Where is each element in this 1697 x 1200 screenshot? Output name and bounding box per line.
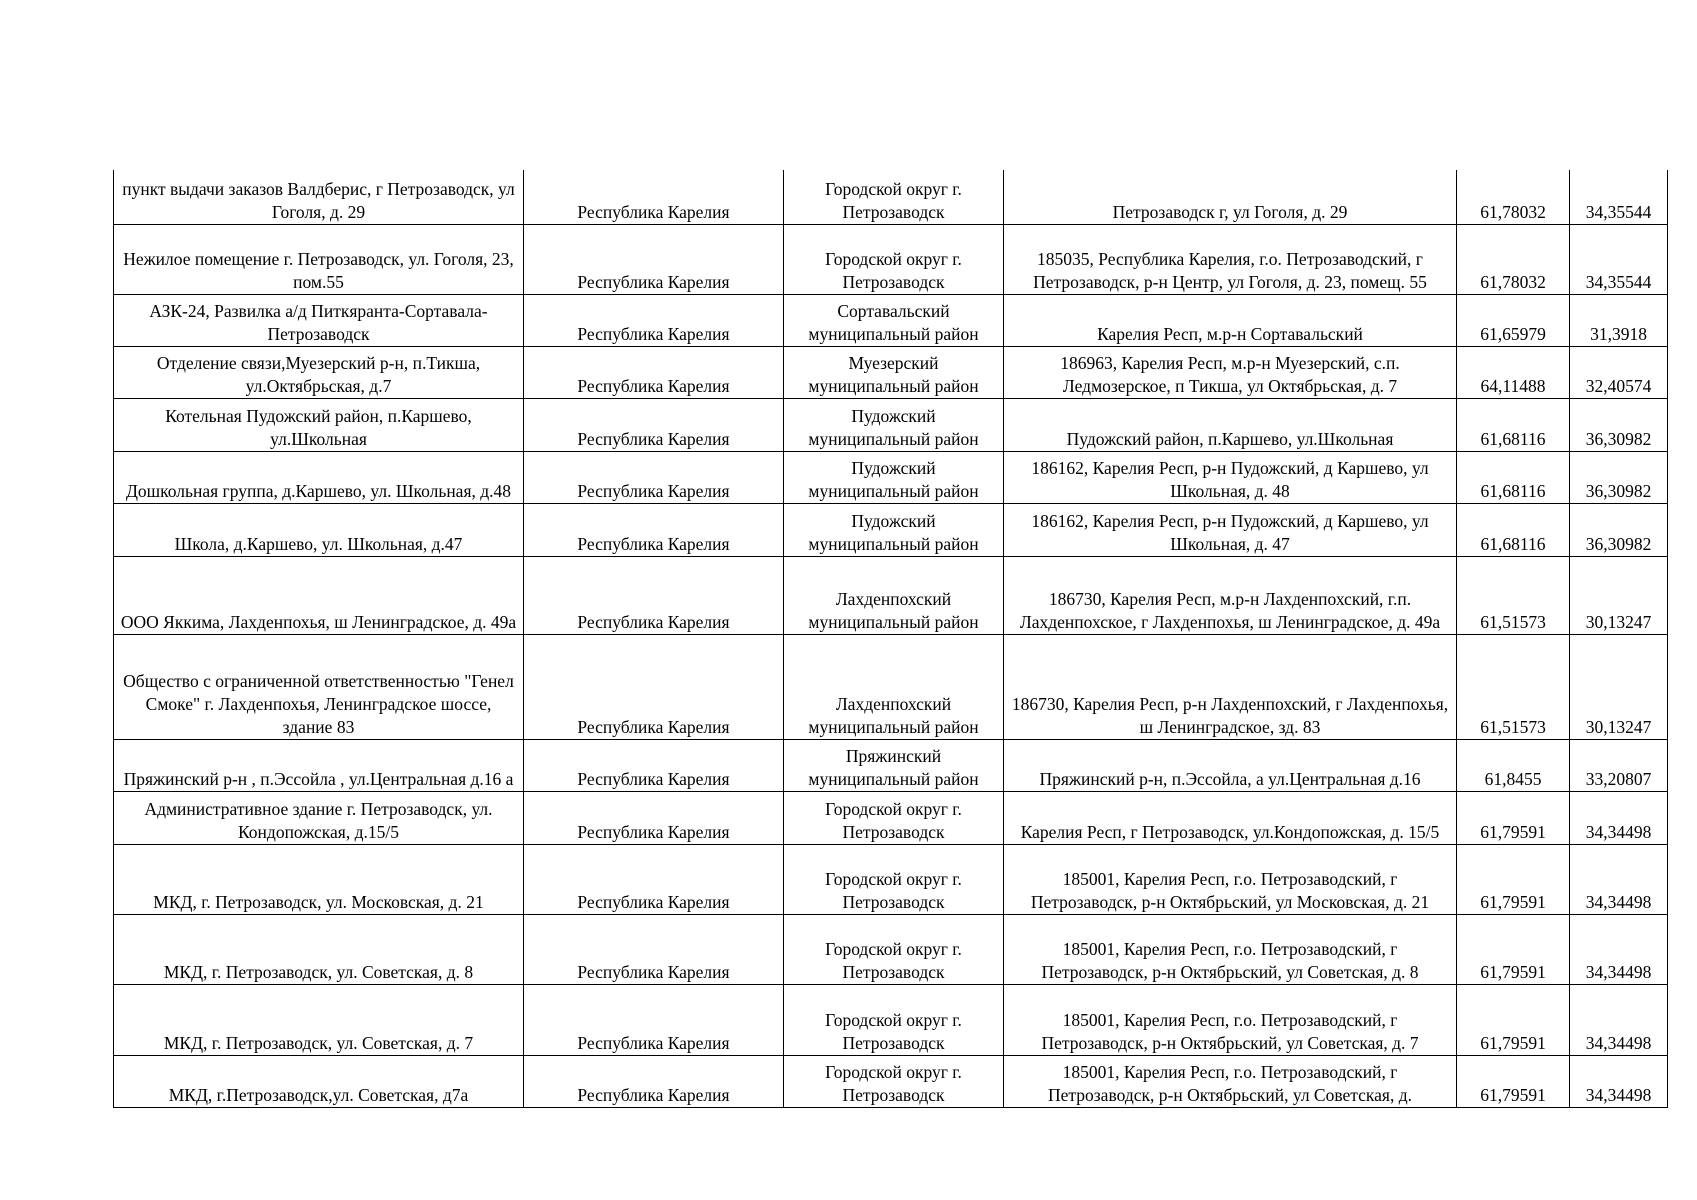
district-cell: Сортавальский муниципальный район: [784, 294, 1004, 346]
latitude-cell: 64,11488: [1457, 346, 1570, 398]
region-cell: Республика Карелия: [524, 451, 784, 503]
longitude-cell: 34,34498: [1570, 914, 1668, 984]
region-cell: Республика Карелия: [524, 844, 784, 914]
table-row: [114, 634, 1668, 739]
object-name-cell: Пряжинский р-н , п.Эссойла , ул.Центральная д.16 а: [114, 739, 524, 791]
longitude-cell: 34,34498: [1570, 1055, 1668, 1107]
object-name-cell: Дошкольная группа, д.Каршево, ул. Школьная, д.48: [114, 451, 524, 503]
latitude-cell: 61,79591: [1457, 1055, 1570, 1107]
address-cell: 185001, Карелия Респ, г.о. Петрозаводский, г Петрозаводск, р-н Октябрьский, ул Московская, д. 21: [1004, 844, 1457, 914]
district-cell: Лахденпохский муниципальный район: [784, 556, 1004, 634]
object-name-cell: Нежилое помещение г. Петрозаводск, ул. Гоголя, 23, пом.55: [114, 224, 524, 294]
longitude-cell: 30,13247: [1570, 634, 1668, 739]
longitude-cell: 34,34498: [1570, 791, 1668, 844]
region-cell: Республика Карелия: [524, 294, 784, 346]
object-name-cell: АЗК-24, Развилка а/д Питкяранта-Сортавала-Петрозаводск: [114, 294, 524, 346]
latitude-cell: 61,68116: [1457, 503, 1570, 556]
region-cell: Республика Карелия: [524, 346, 784, 398]
district-cell: Городской округ г. Петрозаводск: [784, 1055, 1004, 1107]
district-cell: Городской округ г. Петрозаводск: [784, 170, 1004, 224]
district-cell: Городской округ г. Петрозаводск: [784, 984, 1004, 1055]
object-name-cell: Общество с ограниченной ответственностью "Генел Смоке" г. Лахденпохья, Ленинградское шоссе, здание 83: [114, 634, 524, 739]
object-table-body: [114, 170, 1668, 1107]
longitude-cell: 31,3918: [1570, 294, 1668, 346]
table-row: [114, 398, 1668, 451]
object-name-cell: МКД, г.Петрозаводск,ул. Советская, д7а: [114, 1055, 524, 1107]
region-cell: Республика Карелия: [524, 984, 784, 1055]
table-row: [114, 503, 1668, 556]
region-cell: Республика Карелия: [524, 503, 784, 556]
latitude-cell: 61,51573: [1457, 634, 1570, 739]
address-cell: 186730, Карелия Респ, м.р-н Лахденпохский, г.п. Лахденпохское, г Лахденпохья, ш Ленинградское, д. 49а: [1004, 556, 1457, 634]
longitude-cell: 30,13247: [1570, 556, 1668, 634]
longitude-cell: 36,30982: [1570, 451, 1668, 503]
table-row: [114, 224, 1668, 294]
address-cell: 186162, Карелия Респ, р-н Пудожский, д Каршево, ул Школьная, д. 48: [1004, 451, 1457, 503]
longitude-cell: 33,20807: [1570, 739, 1668, 791]
latitude-cell: 61,78032: [1457, 224, 1570, 294]
district-cell: Городской округ г. Петрозаводск: [784, 914, 1004, 984]
district-cell: Муезерский муниципальный район: [784, 346, 1004, 398]
table-row: [114, 556, 1668, 634]
region-cell: Республика Карелия: [524, 914, 784, 984]
region-cell: Республика Карелия: [524, 556, 784, 634]
region-cell: Республика Карелия: [524, 1055, 784, 1107]
address-cell: 186730, Карелия Респ, р-н Лахденпохский, г Лахденпохья, ш Ленинградское, зд. 83: [1004, 634, 1457, 739]
address-cell: Карелия Респ, г Петрозаводск, ул.Кондопожская, д. 15/5: [1004, 791, 1457, 844]
object-name-cell: МКД, г. Петрозаводск, ул. Советская, д. 8: [114, 914, 524, 984]
object-name-cell: Административное здание г. Петрозаводск, ул. Кондопожская, д.15/5: [114, 791, 524, 844]
table-row: [114, 1055, 1668, 1107]
object-name-cell: ООО Яккима, Лахденпохья, ш Ленинградское, д. 49а: [114, 556, 524, 634]
address-cell: 185001, Карелия Респ, г.о. Петрозаводский, г Петрозаводск, р-н Октябрьский, ул Советская, д.: [1004, 1055, 1457, 1107]
latitude-cell: 61,8455: [1457, 739, 1570, 791]
address-cell: Пряжинский р-н, п.Эссойла, а ул.Центральная д.16: [1004, 739, 1457, 791]
address-cell: 185001, Карелия Респ, г.о. Петрозаводский, г Петрозаводск, р-н Октябрьский, ул Советская, д. 8: [1004, 914, 1457, 984]
district-cell: Пудожский муниципальный район: [784, 503, 1004, 556]
latitude-cell: 61,65979: [1457, 294, 1570, 346]
object-name-cell: МКД, г. Петрозаводск, ул. Советская, д. 7: [114, 984, 524, 1055]
address-cell: 186162, Карелия Респ, р-н Пудожский, д Каршево, ул Школьная, д. 47: [1004, 503, 1457, 556]
district-cell: Городской округ г. Петрозаводск: [784, 224, 1004, 294]
latitude-cell: 61,79591: [1457, 791, 1570, 844]
region-cell: Республика Карелия: [524, 634, 784, 739]
table-row: [114, 170, 1668, 224]
latitude-cell: 61,79591: [1457, 844, 1570, 914]
region-cell: Республика Карелия: [524, 739, 784, 791]
address-cell: Карелия Респ, м.р-н Сортавальский: [1004, 294, 1457, 346]
latitude-cell: 61,68116: [1457, 451, 1570, 503]
district-cell: Городской округ г. Петрозаводск: [784, 844, 1004, 914]
table-row: [114, 346, 1668, 398]
object-name-cell: МКД, г. Петрозаводск, ул. Московская, д. 21: [114, 844, 524, 914]
longitude-cell: 34,34498: [1570, 984, 1668, 1055]
longitude-cell: 34,35544: [1570, 224, 1668, 294]
district-cell: Лахденпохский муниципальный район: [784, 634, 1004, 739]
latitude-cell: 61,79591: [1457, 984, 1570, 1055]
table-row: [114, 914, 1668, 984]
district-cell: Пряжинский муниципальный район: [784, 739, 1004, 791]
object-name-cell: Отделение связи,Муезерский р-н, п.Тикша, ул.Октябрьская, д.7: [114, 346, 524, 398]
region-cell: Республика Карелия: [524, 224, 784, 294]
latitude-cell: 61,79591: [1457, 914, 1570, 984]
latitude-cell: 61,68116: [1457, 398, 1570, 451]
object-name-cell: Котельная Пудожский район, п.Каршево, ул.Школьная: [114, 398, 524, 451]
longitude-cell: 36,30982: [1570, 398, 1668, 451]
address-cell: 185001, Карелия Респ, г.о. Петрозаводский, г Петрозаводск, р-н Октябрьский, ул Советская, д. 7: [1004, 984, 1457, 1055]
region-cell: Республика Карелия: [524, 791, 784, 844]
longitude-cell: 34,34498: [1570, 844, 1668, 914]
region-cell: Республика Карелия: [524, 170, 784, 224]
latitude-cell: 61,51573: [1457, 556, 1570, 634]
district-cell: Пудожский муниципальный район: [784, 451, 1004, 503]
longitude-cell: 32,40574: [1570, 346, 1668, 398]
address-cell: Петрозаводск г, ул Гоголя, д. 29: [1004, 170, 1457, 224]
object-name-cell: Школа, д.Каршево, ул. Школьная, д.47: [114, 503, 524, 556]
longitude-cell: 36,30982: [1570, 503, 1668, 556]
table-row: [114, 294, 1668, 346]
address-cell: 185035, Республика Карелия, г.о. Петрозаводский, г Петрозаводск, р-н Центр, ул Гоголя, д. 23, помещ. 55: [1004, 224, 1457, 294]
latitude-cell: 61,78032: [1457, 170, 1570, 224]
table-row: [114, 791, 1668, 844]
region-cell: Республика Карелия: [524, 398, 784, 451]
district-cell: Городской округ г. Петрозаводск: [784, 791, 1004, 844]
table-row: [114, 739, 1668, 791]
object-table: [113, 170, 1668, 1108]
table-row: [114, 451, 1668, 503]
table-row: [114, 984, 1668, 1055]
district-cell: Пудожский муниципальный район: [784, 398, 1004, 451]
longitude-cell: 34,35544: [1570, 170, 1668, 224]
address-cell: 186963, Карелия Респ, м.р-н Муезерский, с.п. Ледмозерское, п Тикша, ул Октябрьская, д. 7: [1004, 346, 1457, 398]
address-cell: Пудожский район, п.Каршево, ул.Школьная: [1004, 398, 1457, 451]
object-name-cell: пункт выдачи заказов Валдберис, г Петрозаводск, ул Гоголя, д. 29: [114, 170, 524, 224]
table-row: [114, 844, 1668, 914]
